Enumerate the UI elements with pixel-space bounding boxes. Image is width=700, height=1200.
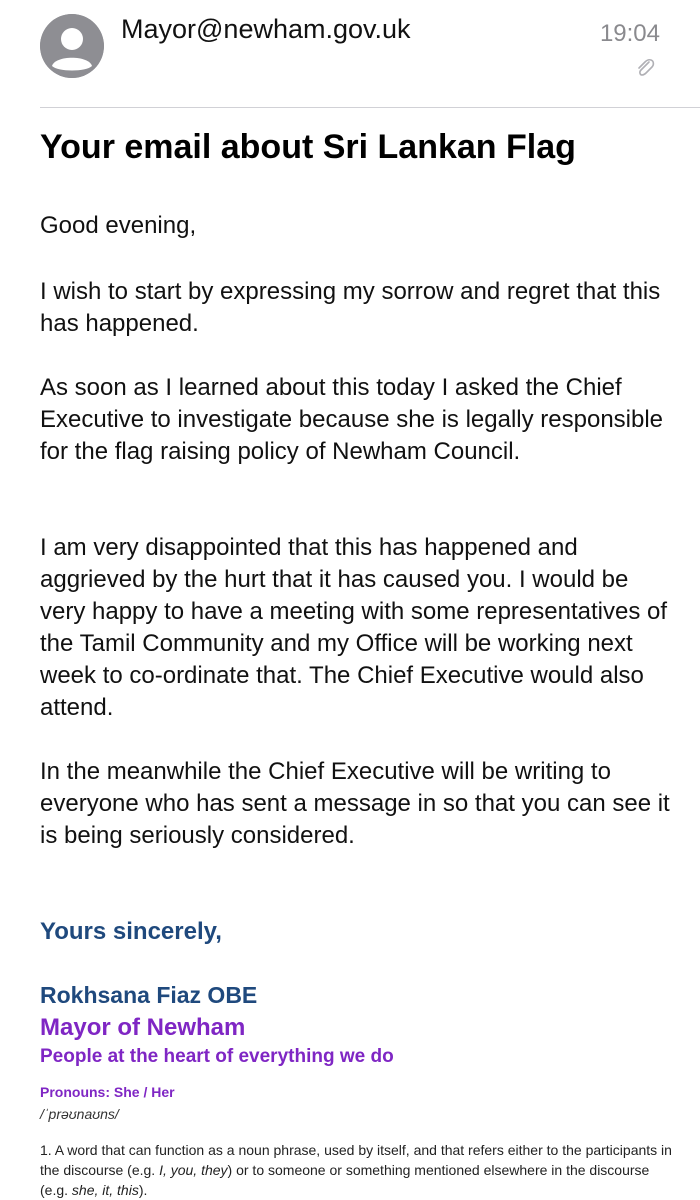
- definition-part-3: ).: [138, 1182, 148, 1198]
- paperclip-icon: [634, 56, 656, 80]
- signature-name: Rokhsana Fiaz OBE: [40, 982, 258, 1008]
- definition-part-2: ) or to someone or something mentioned elsewhere in the discourse (e.g.: [40, 1162, 650, 1198]
- body-paragraph-2: As soon as I learned about this today I asked the Chief Executive to investigate because she is legally responsible for the flag raising policy of Newham Council.: [40, 374, 664, 465]
- definition-example-1: I, you, they: [159, 1162, 228, 1178]
- sender-address[interactable]: Mayor@newham.gov.uk: [121, 14, 411, 44]
- pronunciation: /ˈprəʊnaʊns/: [40, 1106, 119, 1122]
- greeting: Good evening,: [40, 212, 197, 239]
- email-header: [0, 0, 700, 108]
- received-time: 19:04: [599, 20, 660, 47]
- header-divider: [40, 107, 700, 108]
- signature-title: Mayor of Newham: [40, 1014, 246, 1041]
- definition-example-2: she, it, this: [71, 1182, 139, 1198]
- email-subject: Your email about Sri Lankan Flag: [40, 128, 576, 166]
- body-paragraph-3: I am very disappointed that this has happened and aggrieved by the hurt that it has caused you. I would be very happy to have a meeting with some representatives of the Tamil Community and my Office will be working next week to co-ordinate that. The Chief Executive would also attend.: [40, 534, 667, 721]
- signature-tagline: People at the heart of everything we do: [40, 1046, 394, 1067]
- person-avatar-icon[interactable]: [40, 14, 104, 78]
- body-paragraph-1: I wish to start by expressing my sorrow and regret that this has happened.: [40, 278, 661, 337]
- signature-pronouns: Pronouns: She / Her: [40, 1084, 175, 1100]
- body-paragraph-4: In the meanwhile the Chief Executive will be writing to everyone who has sent a message in so that you can see it is being seriously considered.: [40, 758, 670, 849]
- pronoun-definition: [40, 1140, 680, 1200]
- definition-part-1: 1. A word that can function as a noun phrase, used by itself, and that refers either to the participants in the discourse (e.g.: [40, 1142, 672, 1178]
- signoff: Yours sincerely,: [40, 918, 222, 945]
